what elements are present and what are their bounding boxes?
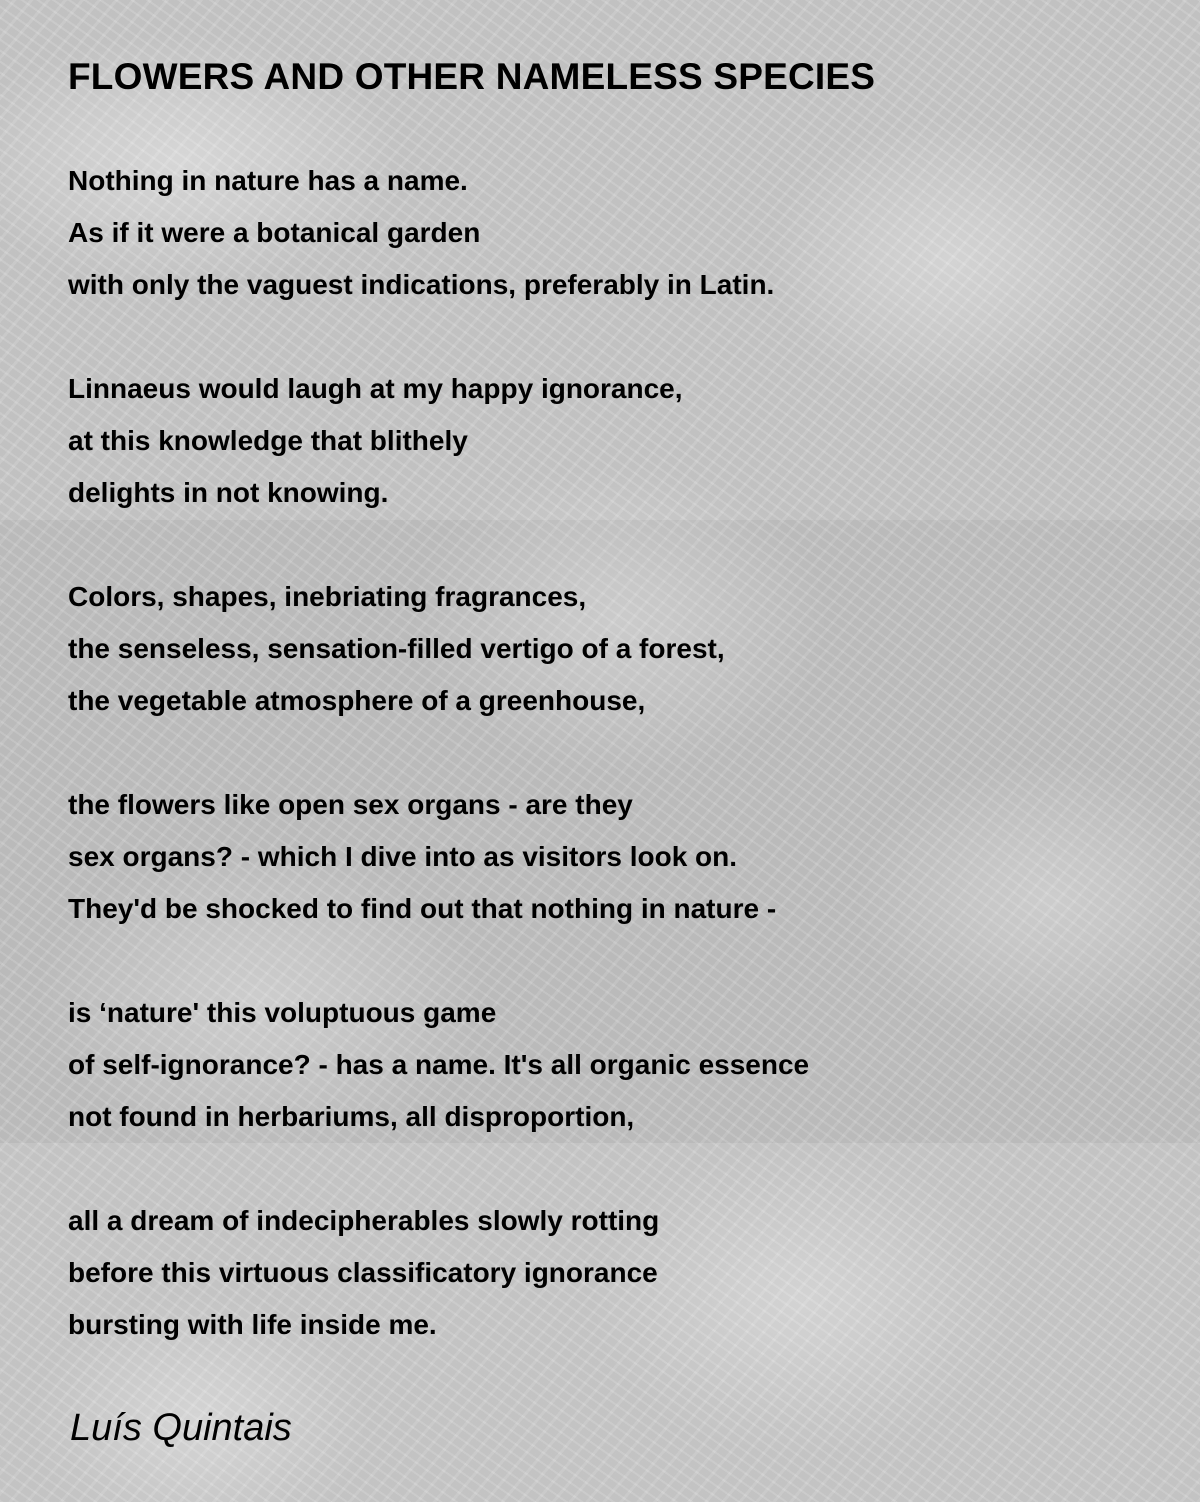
poem-line: the flowers like open sex organs - are they [68,789,633,820]
poem-line: bursting with life inside me. [68,1309,437,1340]
poem-line: the vegetable atmosphere of a greenhouse, [68,685,646,716]
poem-line: As if it were a botanical garden [68,217,481,248]
poem-line: Colors, shapes, inebriating fragrances, [68,581,587,612]
poem-line: not found in herbariums, all disproportion, [68,1101,635,1132]
poem-line: delights in not knowing. [68,477,389,508]
poem-line: before this virtuous classificatory ignorance [68,1257,658,1288]
poem-line: Linnaeus would laugh at my happy ignorance, [68,373,683,404]
poem-line: is ‘nature' this voluptuous game [68,997,497,1028]
poem-container [68,54,1148,1403]
stanza-4 [68,779,1148,935]
poem-line: at this knowledge that blithely [68,425,468,456]
poem-line: the senseless, sensation-filled vertigo of a forest, [68,633,725,664]
poem-line: sex organs? - which I dive into as visitors look on. [68,841,738,872]
stanza-6 [68,1195,1148,1351]
poem-line: Nothing in nature has a name. [68,165,468,196]
stanza-2 [68,363,1148,519]
poem-line: with only the vaguest indications, preferably in Latin. [68,269,775,300]
poem-author: Luís Quintais [70,1407,292,1449]
stanza-3 [68,571,1148,727]
stanza-5 [68,987,1148,1143]
stanza-1 [68,155,1148,311]
poem-line: They'd be shocked to find out that nothing in nature - [68,893,777,924]
poem-line: all a dream of indecipherables slowly rotting [68,1205,660,1236]
poem-body [68,155,1148,1351]
poem-line: of self-ignorance? - has a name. It's all organic essence [68,1049,810,1080]
poem-title: FLOWERS AND OTHER NAMELESS SPECIES [68,56,876,97]
